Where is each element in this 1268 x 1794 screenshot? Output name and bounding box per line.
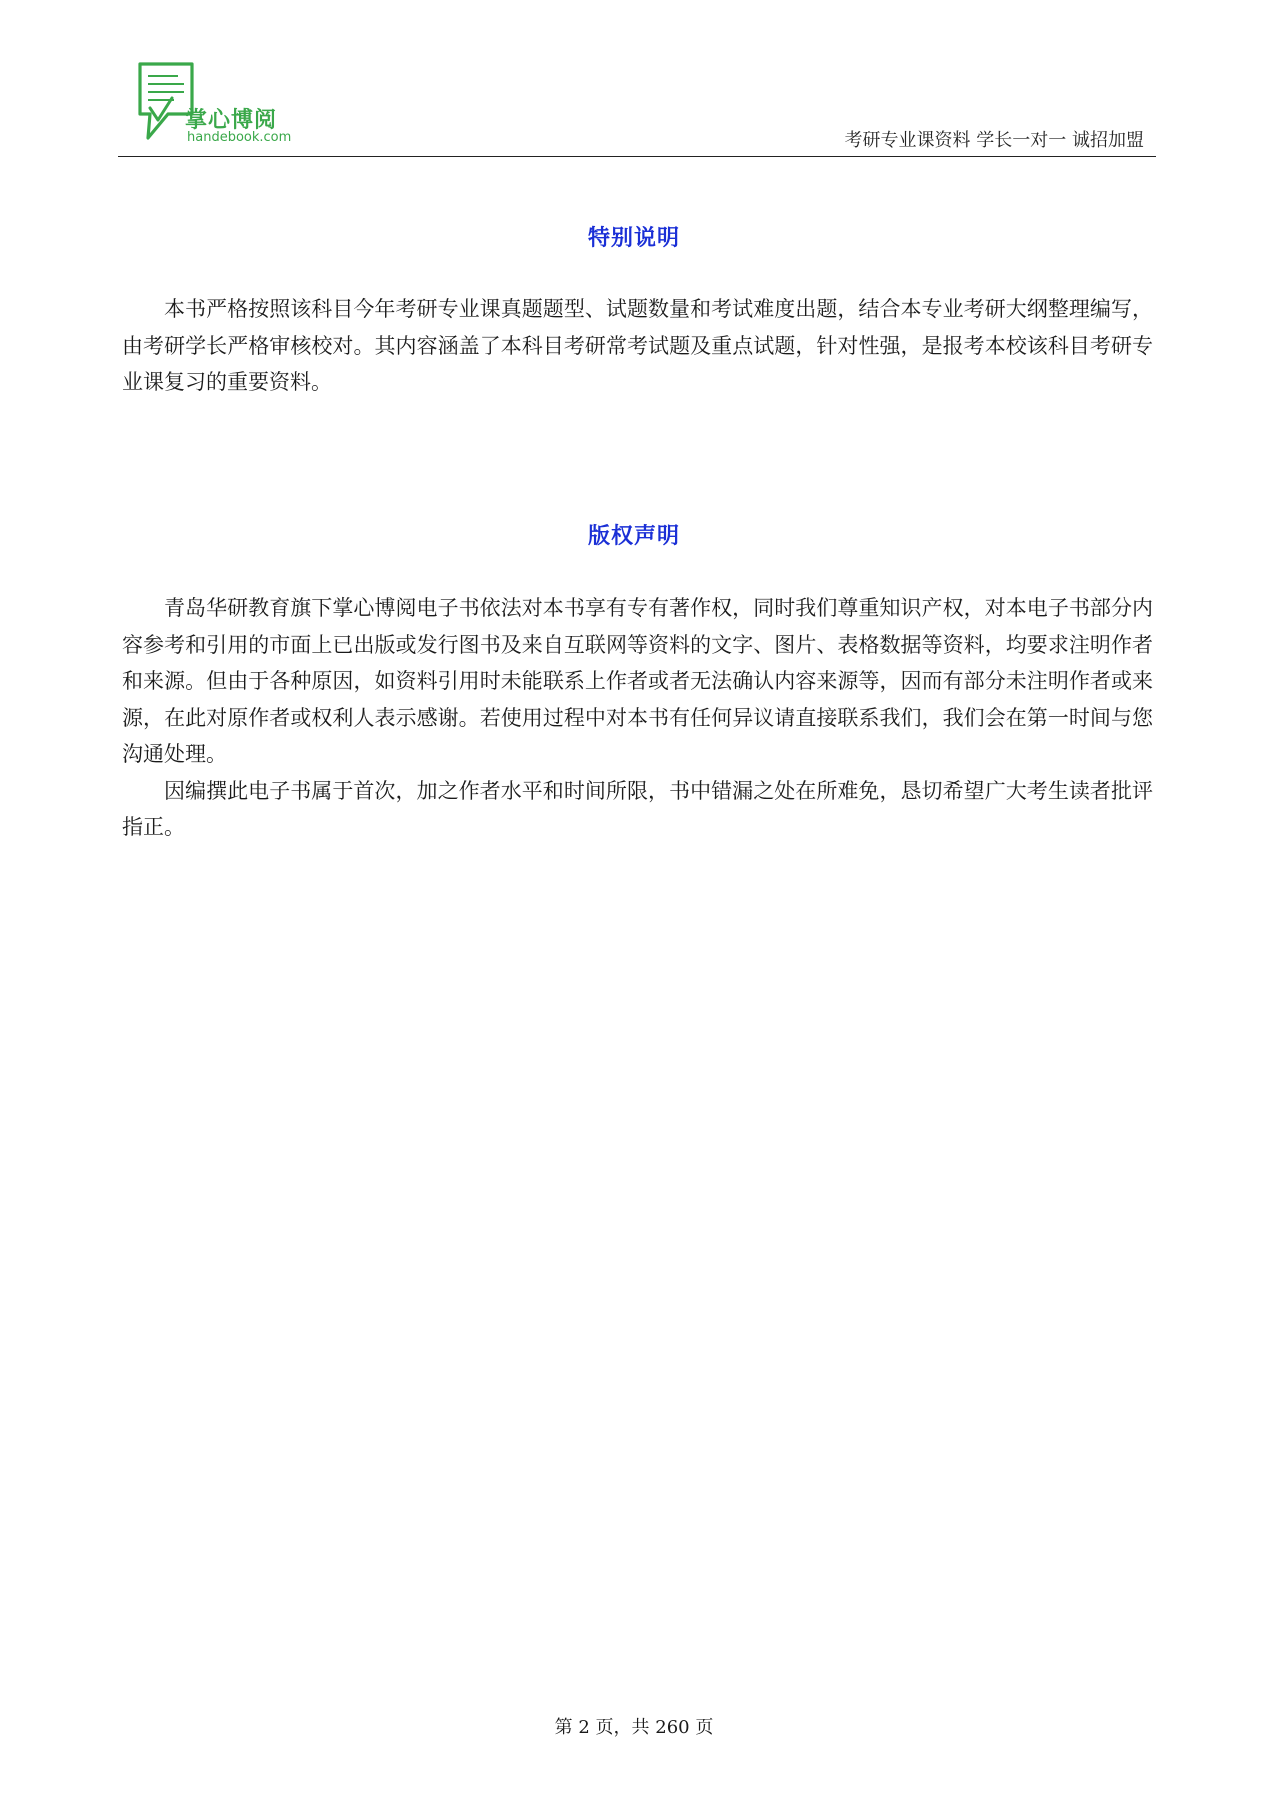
paragraph: 本书严格按照该科目今年考研专业课真题题型、试题数量和考试难度出题，结合本专业考研大纲整理编写，由考研学长严格审核校对。其内容涵盖了本科目考研常考试题及重点试题，针对性强，是报考本校该科目考研专业课复习的重要资料。 [122,297,1153,394]
page-header [118,58,1156,157]
paragraph: 因编撰此电子书属于首次，加之作者水平和时间所限，书中错漏之处在所难免，恳切希望广大考生读者批评指正。 [122,778,1153,839]
section-title-special-note: 特别说明 [587,226,680,251]
logo-name: 掌心博阅 [185,108,278,133]
copyright-body [122,590,1153,846]
page-number: 第 2 页，共 260 页 [554,1717,714,1738]
section-title-copyright: 版权声明 [587,524,680,549]
header-tagline: 考研专业课资料 学长一对一 诚招加盟 [844,130,1144,151]
special-note-body [122,291,1153,401]
paragraph: 青岛华研教育旗下掌心博阅电子书依法对本书享有专有著作权，同时我们尊重知识产权，对本电子书部分内容参考和引用的市面上已出版或发行图书及来自互联网等资料的文字、图片、表格数据等资料，均要求注明作者和来源。但由于各种原因，如资料引用时未能联系上作者或者无法确认内容来源等，因而有部分未注明作者或来源，在此对原作者或权利人表示感谢。若使用过程中对本书有任何异议请直接联系我们，我们会在第一时间与您沟通处理。 [122,596,1153,766]
logo-url: handebook.com [187,130,292,145]
logo [134,58,294,148]
